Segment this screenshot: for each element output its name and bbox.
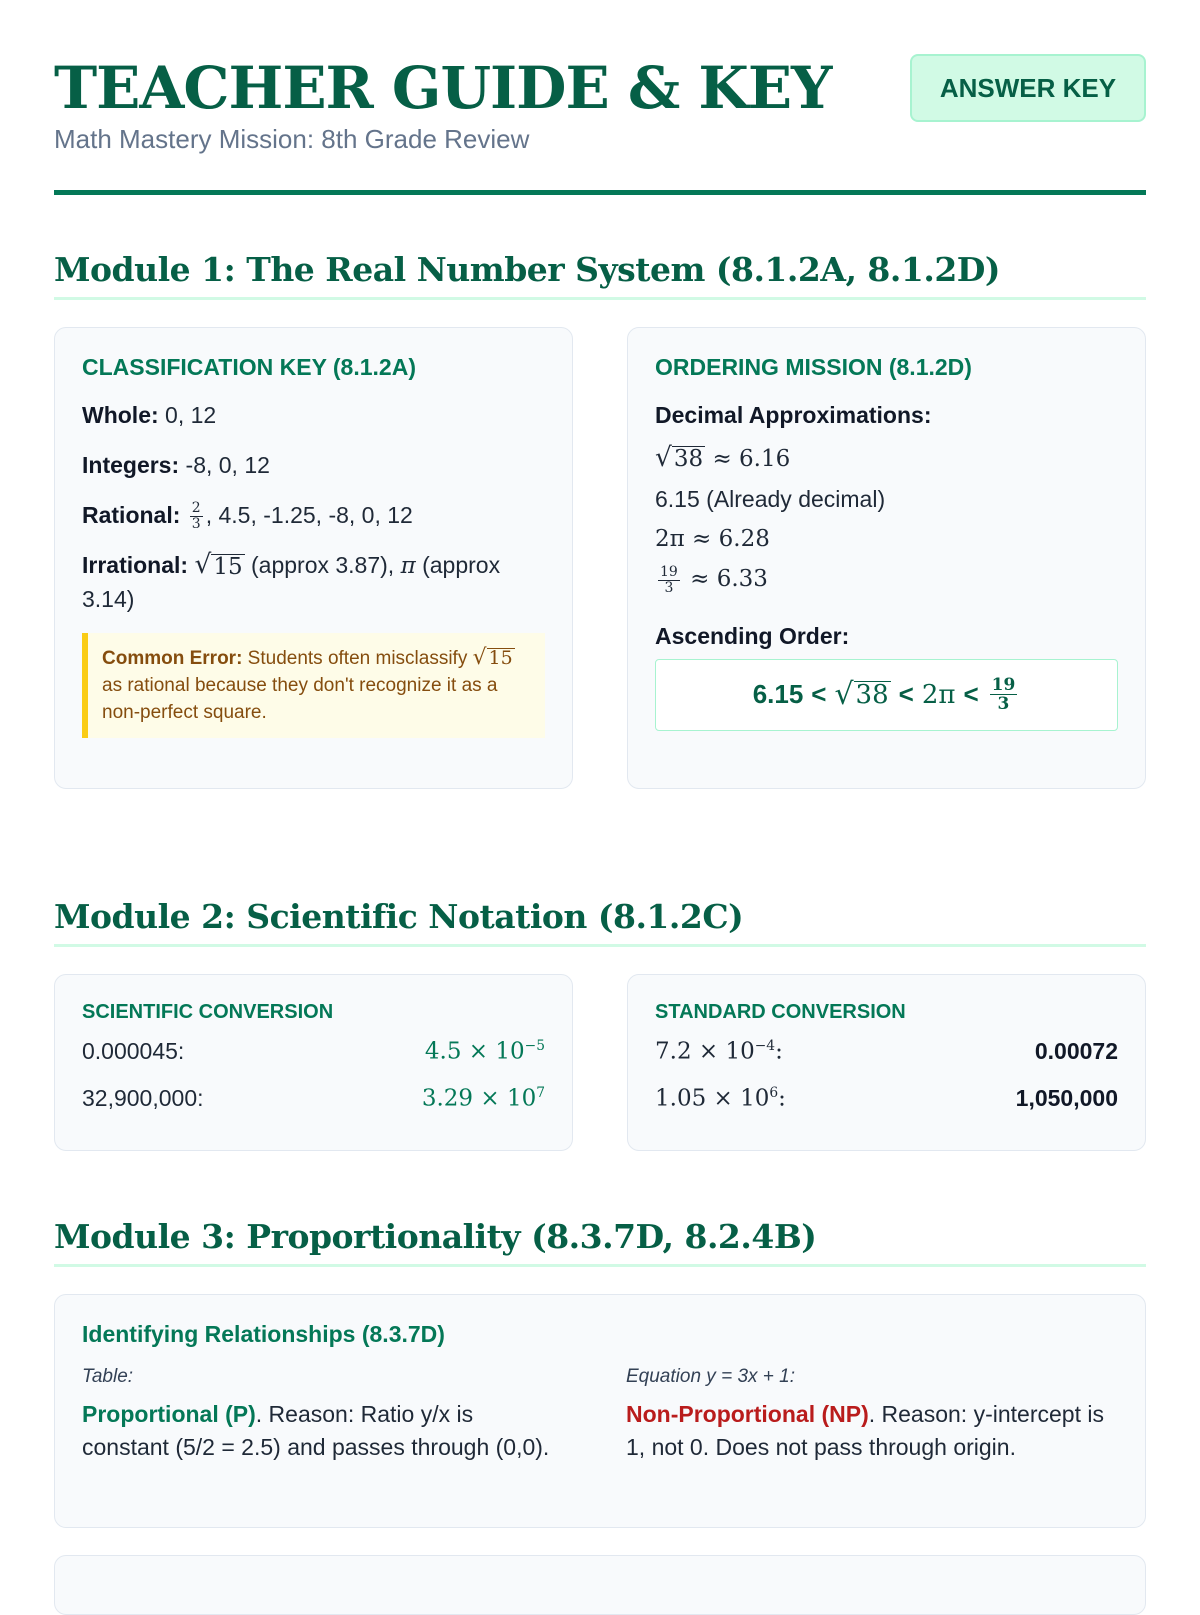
mantissa: 3.29 × 10 [421, 1085, 537, 1112]
common-error-text-1: Students often misclassify [242, 648, 473, 670]
page-subtitle: Math Mastery Mission: 8th Grade Review [54, 124, 530, 154]
equation-answer [626, 1398, 1116, 1464]
exponent: 6 [769, 1085, 779, 1101]
ordering-card [627, 327, 1146, 789]
table-answer [82, 1398, 562, 1464]
scientific-row-1-input: 0.000045: [82, 1038, 185, 1064]
rational-fraction [190, 501, 203, 532]
integers-line [82, 449, 545, 482]
less-than: < [811, 679, 827, 709]
order-item-2 [834, 676, 890, 712]
approx-2pi: 2π ≈ 6.28 [655, 526, 770, 552]
common-error-callout [82, 633, 545, 738]
table-column [82, 1366, 562, 1481]
standard-row-1 [655, 1038, 1118, 1065]
sqrt-38 [655, 442, 705, 473]
approx-label: Decimal Approximations: [655, 402, 932, 428]
proportional-reason: . Reason: Ratio y/x is constant (5/2 = 2.5) and passes through (0,0). [82, 1401, 550, 1460]
classification-heading: CLASSIFICATION KEY (8.1.2A) [82, 354, 416, 380]
fraction-numerator: 19 [660, 563, 678, 580]
order-item-1: 6.15 [752, 679, 804, 709]
whole-label: Whole: [82, 402, 159, 428]
equation-column [626, 1366, 1116, 1481]
whole-values: 0, 12 [165, 402, 217, 428]
standard-row-1-input [655, 1038, 783, 1065]
exponent: 7 [536, 1085, 545, 1101]
radicand: 15 [488, 647, 513, 670]
radical-icon: √ [472, 645, 487, 671]
proportional-verdict: Proportional (P) [82, 1401, 256, 1427]
rational-line [82, 499, 545, 532]
irrational-approx-1: (approx 3.87), [244, 552, 401, 579]
fraction-denominator: 3 [191, 516, 201, 533]
module-3-title: Module 3: Proportionality (8.3.7D, 8.2.4B) [54, 1217, 1146, 1267]
exponent: −5 [524, 1038, 545, 1054]
approx-19-3 [655, 564, 1118, 596]
irrational-approx-2: (approx 3.14) [82, 552, 501, 613]
fraction-numerator: 2 [191, 500, 201, 517]
radical-icon: √ [194, 549, 212, 581]
radicand: 15 [213, 553, 243, 580]
next-card-partial [54, 1555, 1146, 1615]
fraction-19-3 [658, 565, 680, 596]
scientific-row-2-answer [422, 1085, 545, 1112]
colon: : [775, 1038, 783, 1065]
non-proportional-verdict: Non-Proportional (NP) [626, 1401, 869, 1427]
less-than: < [898, 679, 914, 709]
standard-heading: STANDARD CONVERSION [655, 1001, 906, 1023]
order-item-4 [990, 676, 1018, 713]
radical-icon: √ [834, 676, 854, 712]
mantissa: 7.2 × 10 [655, 1038, 755, 1065]
radical-icon: √ [655, 442, 672, 473]
scientific-row-2-input: 32,900,000: [82, 1085, 204, 1111]
scientific-row-1 [82, 1038, 545, 1065]
ordering-heading: ORDERING MISSION (8.1.2D) [655, 354, 972, 380]
less-than: < [963, 679, 979, 709]
integers-label: Integers: [82, 452, 180, 478]
module-2 [54, 897, 1146, 1151]
module-1-title: Module 1: The Real Number System (8.1.2A, 8.1.2D) [54, 250, 1146, 300]
rational-label: Rational: [82, 502, 181, 528]
scientific-heading: SCIENTIFIC CONVERSION [82, 1001, 334, 1023]
radicand: 38 [673, 446, 704, 473]
approx-19-3-value: ≈ 6.33 [682, 566, 768, 592]
order-label: Ascending Order: [655, 622, 850, 649]
header [54, 0, 1146, 186]
colon: : [778, 1085, 786, 1112]
fraction-numerator: 19 [991, 675, 1016, 695]
exponent: −4 [754, 1038, 776, 1054]
pi-symbol: π [400, 553, 416, 580]
whole-line [82, 399, 545, 432]
relationships-heading: Identifying Relationships (8.3.7D) [82, 1321, 445, 1347]
common-error-label: Common Error: [102, 648, 243, 670]
rational-values: , 4.5, -1.25, -8, 0, 12 [205, 502, 413, 528]
irrational-label: Irrational: [82, 552, 189, 579]
scientific-row-2 [82, 1085, 545, 1112]
sqrt-15 [194, 549, 244, 581]
standard-row-1-answer: 0.00072 [1034, 1038, 1118, 1064]
standard-conversion-card [627, 974, 1146, 1151]
standard-row-2 [655, 1085, 1118, 1112]
header-divider [54, 190, 1146, 195]
approx-sqrt38-value: ≈ 6.16 [705, 446, 791, 472]
scientific-conversion-card [54, 974, 573, 1151]
ascending-order-box [655, 659, 1118, 731]
page-title: TEACHER GUIDE & KEY [54, 54, 832, 122]
module-1 [54, 250, 1146, 789]
table-caption: Table: [82, 1366, 134, 1387]
answer-key-badge: ANSWER KEY [910, 54, 1146, 122]
common-error-text-2: as rational because they don't recognize it as a non-perfect square. [102, 675, 498, 724]
fraction-denominator: 3 [664, 579, 674, 596]
non-proportional-reason: . Reason: y-intercept is 1, not 0. Does not pass through origin. [626, 1401, 1104, 1460]
sqrt-15-callout [473, 647, 515, 669]
irrational-line [82, 549, 545, 616]
order-item-3: 2π [921, 679, 956, 710]
relationships-card [54, 1294, 1146, 1528]
mantissa: 1.05 × 10 [655, 1085, 770, 1112]
classification-card [54, 327, 573, 789]
mantissa: 4.5 × 10 [424, 1038, 525, 1065]
approx-sqrt38 [655, 444, 1118, 474]
standard-row-2-input [655, 1085, 786, 1112]
approx-615: 6.15 (Already decimal) [655, 486, 886, 512]
radicand: 38 [855, 680, 889, 711]
scientific-row-1-answer [425, 1038, 545, 1065]
standard-row-2-answer: 1,050,000 [1015, 1085, 1118, 1111]
module-2-title: Module 2: Scientific Notation (8.1.2C) [54, 897, 1146, 947]
equation-caption: Equation y = 3x + 1: [626, 1366, 796, 1387]
integers-values: -8, 0, 12 [185, 452, 270, 478]
module-3 [54, 1217, 1146, 1615]
fraction-denominator: 3 [997, 694, 1010, 714]
